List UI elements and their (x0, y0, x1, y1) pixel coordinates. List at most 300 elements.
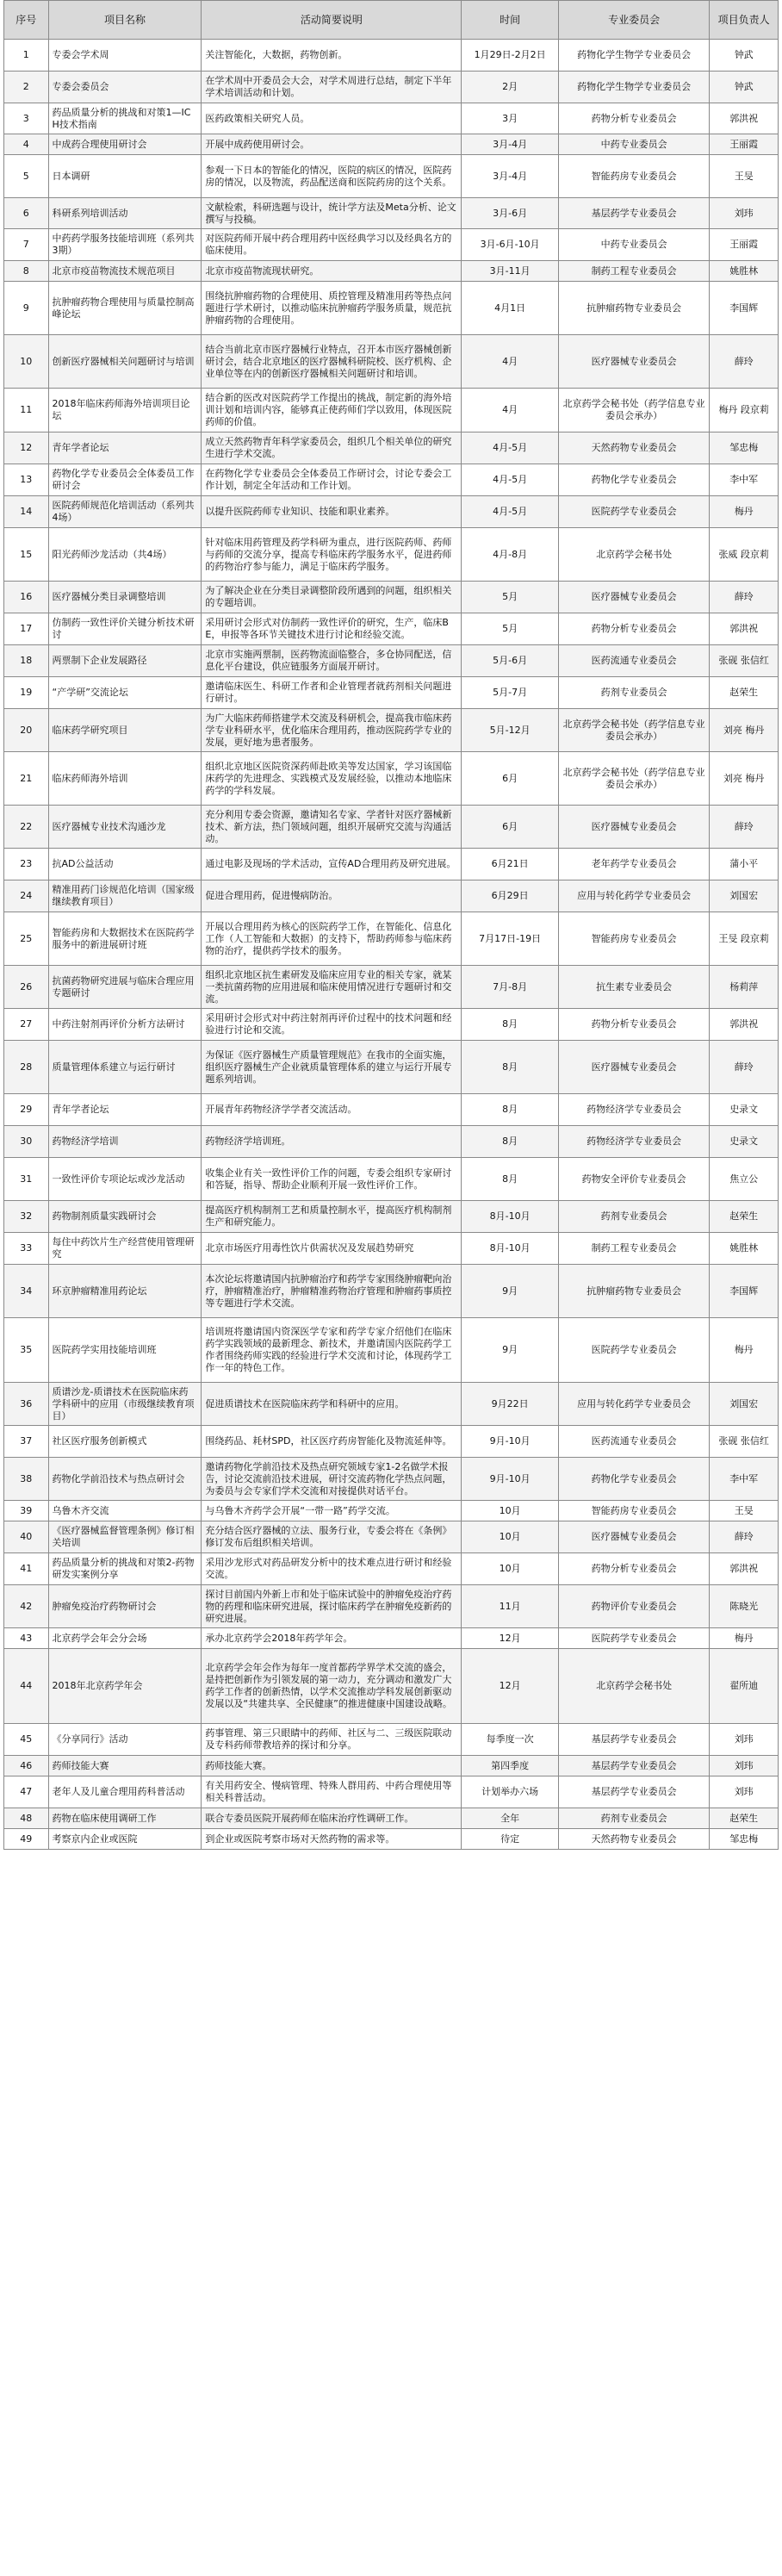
table-row (4, 1458, 779, 1501)
table-row (4, 1628, 779, 1649)
table-row (4, 582, 779, 613)
row-owner: 史录文 (710, 1126, 779, 1158)
row-project-name: 北京市疫苗物流技术规范项目 (48, 261, 202, 282)
row-project-name: 青年学者论坛 (48, 432, 202, 464)
row-owner: 张砚 张信红 (710, 645, 779, 677)
row-time: 6月21日 (462, 849, 558, 880)
row-time: 3月-6月 (462, 198, 558, 229)
header-time: 时间 (462, 1, 558, 40)
row-committee: 药物经济学专业委员会 (558, 1094, 710, 1126)
row-owner: 陈晓光 (710, 1585, 779, 1628)
row-no: 32 (4, 1201, 49, 1233)
row-owner: 王旻 (710, 155, 779, 198)
table-row (4, 1649, 779, 1724)
row-project-name: 药品质量分析的挑战和对策1—ICH技术指南 (48, 103, 202, 134)
table-row (4, 496, 779, 528)
row-project-name: 专委会学术周 (48, 40, 202, 72)
row-owner: 赵荣生 (710, 1201, 779, 1233)
row-project-name: 青年学者论坛 (48, 1094, 202, 1126)
row-owner: 郭洪祝 (710, 613, 779, 645)
row-time: 10月 (462, 1501, 558, 1521)
row-no: 41 (4, 1553, 49, 1585)
row-owner: 刘玮 (710, 1724, 779, 1756)
table-row (4, 389, 779, 432)
row-description: 成立天然药物青年科学家委员会，组织几个相关单位的研究生进行学术交流。 (202, 432, 462, 464)
row-time: 8月-10月 (462, 1201, 558, 1233)
row-time: 1月29日-2月2日 (462, 40, 558, 72)
row-no: 24 (4, 880, 49, 912)
row-owner: 王旻 段京莉 (710, 912, 779, 966)
row-time: 8月 (462, 1126, 558, 1158)
table-row (4, 1041, 779, 1094)
table-row (4, 1201, 779, 1233)
row-no: 31 (4, 1158, 49, 1201)
row-committee: 药物化学专业委员会 (558, 464, 710, 496)
row-owner: 刘玮 (710, 1756, 779, 1776)
row-owner: 姚胜林 (710, 1233, 779, 1265)
row-time: 5月-6月 (462, 645, 558, 677)
row-time: 待定 (462, 1829, 558, 1850)
row-time: 5月 (462, 613, 558, 645)
row-no: 21 (4, 752, 49, 806)
row-project-name: 中药药学服务技能培训班（系列共3期） (48, 229, 202, 261)
row-description: 医药政策相关研究人员。 (202, 103, 462, 134)
table-row (4, 677, 779, 709)
row-committee: 中药专业委员会 (558, 229, 710, 261)
row-description: 北京市实施两票制，医药物流面临整合，多仓协同配送，信息化平台建设，供应链服务方面展开研讨。 (202, 645, 462, 677)
row-committee: 医疗器械专业委员会 (558, 1521, 710, 1553)
row-owner: 刘国宏 (710, 1383, 779, 1426)
activity-plan-table-wrapper (3, 0, 779, 1850)
row-project-name: 环京肿瘤精准用药论坛 (48, 1265, 202, 1318)
table-row (4, 1158, 779, 1201)
row-owner: 薛玲 (710, 1521, 779, 1553)
row-no: 16 (4, 582, 49, 613)
row-time: 3月 (462, 103, 558, 134)
row-no: 2 (4, 72, 49, 103)
row-no: 1 (4, 40, 49, 72)
row-description: 促进质谱技术在医院临床药学和科研中的应用。 (202, 1383, 462, 1426)
row-owner: 郭洪祝 (710, 103, 779, 134)
row-no: 11 (4, 389, 49, 432)
row-no: 27 (4, 1009, 49, 1041)
row-time: 4月-5月 (462, 432, 558, 464)
row-no: 28 (4, 1041, 49, 1094)
table-row (4, 1776, 779, 1808)
row-project-name: 两票制下企业发展路径 (48, 645, 202, 677)
row-description: 为广大临床药师搭建学术交流及科研机会，提高我市临床药学专业科研水平，优化临床合理用药，推动医院药学专业的发展，更好地为患者服务。 (202, 709, 462, 752)
row-no: 37 (4, 1426, 49, 1458)
row-no: 8 (4, 261, 49, 282)
row-no: 15 (4, 528, 49, 582)
row-owner: 王丽霞 (710, 134, 779, 155)
row-project-name: 药物制剂质量实践研讨会 (48, 1201, 202, 1233)
row-committee: 抗肿瘤药物专业委员会 (558, 282, 710, 335)
row-description: 承办北京药学会2018年药学年会。 (202, 1628, 462, 1649)
row-project-name: 《分享同行》活动 (48, 1724, 202, 1756)
row-no: 23 (4, 849, 49, 880)
row-time: 3月-6月-10月 (462, 229, 558, 261)
row-committee: 北京药学会秘书处（药学信息专业委员会承办） (558, 752, 710, 806)
row-time: 4月1日 (462, 282, 558, 335)
row-description: 北京市场医疗用毒性饮片供需状况及发展趋势研究 (202, 1233, 462, 1265)
row-time: 7月17日-19日 (462, 912, 558, 966)
table-row (4, 849, 779, 880)
row-committee: 药物安全评价专业委员会 (558, 1158, 710, 1201)
row-time: 5月 (462, 582, 558, 613)
row-committee: 药物化学生物学专业委员会 (558, 72, 710, 103)
row-description: 采用研讨会形式对中药注射剂再评价过程中的技术问题和经验进行讨论和交流。 (202, 1009, 462, 1041)
row-description: 邀请药物化学前沿技术及热点研究领域专家1-2名做学术报告，讨论交流前沿技术进展，研讨交流药物化学热点问题，为委员与会专家们学术交流和对接提供对话平台。 (202, 1458, 462, 1501)
row-time: 每季度一次 (462, 1724, 558, 1756)
row-description: 联合专委员医院开展药师在临床治疗性调研工作。 (202, 1808, 462, 1829)
row-description: 促进合理用药，促进慢病防治。 (202, 880, 462, 912)
table-row (4, 1585, 779, 1628)
table-row (4, 1426, 779, 1458)
row-owner: 刘亮 梅丹 (710, 752, 779, 806)
row-project-name: 精准用药门诊规范化培训（国家级继续教育项目） (48, 880, 202, 912)
row-committee: 药物化学生物学专业委员会 (558, 40, 710, 72)
table-row (4, 709, 779, 752)
row-owner: 薛玲 (710, 806, 779, 849)
row-owner: 刘国宏 (710, 880, 779, 912)
table-row (4, 1501, 779, 1521)
activity-plan-table (3, 0, 779, 1850)
row-owner: 梅丹 (710, 1628, 779, 1649)
row-no: 46 (4, 1756, 49, 1776)
row-no: 9 (4, 282, 49, 335)
table-header (4, 1, 779, 40)
row-time: 2月 (462, 72, 558, 103)
row-owner: 刘亮 梅丹 (710, 709, 779, 752)
row-description: 北京市疫苗物流现状研究。 (202, 261, 462, 282)
row-committee: 基层药学专业委员会 (558, 1776, 710, 1808)
row-owner: 李国辉 (710, 1265, 779, 1318)
row-no: 14 (4, 496, 49, 528)
row-project-name: 老年人及儿童合理用药科普活动 (48, 1776, 202, 1808)
table-row (4, 282, 779, 335)
row-time: 8月 (462, 1009, 558, 1041)
row-owner: 焦立公 (710, 1158, 779, 1201)
row-committee: 医院药学专业委员会 (558, 496, 710, 528)
row-description: 文献检索，科研选题与设计，统计学方法及Meta分析、论文撰写与投稿。 (202, 198, 462, 229)
row-committee: 药剂专业委员会 (558, 1201, 710, 1233)
row-no: 47 (4, 1776, 49, 1808)
row-no: 42 (4, 1585, 49, 1628)
row-owner: 薛玲 (710, 335, 779, 389)
table-row (4, 198, 779, 229)
row-committee: 智能药房专业委员会 (558, 1501, 710, 1521)
row-time: 12月 (462, 1649, 558, 1724)
row-committee: 药物分析专业委员会 (558, 1009, 710, 1041)
row-project-name: “产学研”交流论坛 (48, 677, 202, 709)
row-time: 3月-4月 (462, 134, 558, 155)
row-owner: 赵荣生 (710, 677, 779, 709)
header-no: 序号 (4, 1, 49, 40)
row-project-name: 社区医疗服务创新模式 (48, 1426, 202, 1458)
row-committee: 智能药房专业委员会 (558, 912, 710, 966)
row-no: 5 (4, 155, 49, 198)
row-committee: 中药专业委员会 (558, 134, 710, 155)
row-project-name: 阳光药师沙龙活动（共4场） (48, 528, 202, 582)
header-desc: 活动简要说明 (202, 1, 462, 40)
row-no: 13 (4, 464, 49, 496)
row-project-name: 临床药师海外培训 (48, 752, 202, 806)
row-owner: 郭洪祝 (710, 1009, 779, 1041)
row-project-name: 智能药房和大数据技术在医院药学服务中的新进展研讨班 (48, 912, 202, 966)
row-committee: 北京药学会秘书处（药学信息专业委员会承办） (558, 709, 710, 752)
row-committee: 医疗器械专业委员会 (558, 1041, 710, 1094)
table-row (4, 1383, 779, 1426)
row-project-name: 乌鲁木齐交流 (48, 1501, 202, 1521)
row-no: 7 (4, 229, 49, 261)
row-description: 提高医疗机构制剂工艺和质量控制水平，提高医疗机构制剂生产和研究能力。 (202, 1201, 462, 1233)
table-row (4, 155, 779, 198)
table-row (4, 261, 779, 282)
row-no: 6 (4, 198, 49, 229)
row-time: 12月 (462, 1628, 558, 1649)
row-project-name: 医院药师规范化培训活动（系列共4场） (48, 496, 202, 528)
row-project-name: 每住中药饮片生产经营使用管理研究 (48, 1233, 202, 1265)
row-project-name: 一致性评价专项论坛或沙龙活动 (48, 1158, 202, 1201)
row-no: 12 (4, 432, 49, 464)
row-time: 6月29日 (462, 880, 558, 912)
row-project-name: 中成药合理使用研讨会 (48, 134, 202, 155)
row-description: 为保证《医疗器械生产质量管理规范》在我市的全面实施，组织医疗器械生产企业就质量管理体系的建立与运行开展专题系列培训。 (202, 1041, 462, 1094)
row-no: 44 (4, 1649, 49, 1724)
table-row (4, 432, 779, 464)
table-row (4, 1009, 779, 1041)
row-project-name: 抗肿瘤药物合理使用与质量控制高峰论坛 (48, 282, 202, 335)
row-no: 25 (4, 912, 49, 966)
row-owner: 李中军 (710, 464, 779, 496)
row-committee: 老年药学专业委员会 (558, 849, 710, 880)
row-project-name: 考察京内企业或医院 (48, 1829, 202, 1850)
row-time: 全年 (462, 1808, 558, 1829)
table-row (4, 1829, 779, 1850)
row-time: 计划举办六场 (462, 1776, 558, 1808)
row-description: 对医院药师开展中药合理用药中医经典学习以及经典名方的临床使用。 (202, 229, 462, 261)
row-description: 参观一下日本的智能化的情况，医院的病区的情况，医院药房的情况，以及物流，药品配送商和医院药房的这个关系。 (202, 155, 462, 198)
table-row (4, 1756, 779, 1776)
row-time: 3月-4月 (462, 155, 558, 198)
row-committee: 天然药物专业委员会 (558, 1829, 710, 1850)
row-committee: 医药流通专业委员会 (558, 645, 710, 677)
row-owner: 杨莉萍 (710, 966, 779, 1009)
row-no: 22 (4, 806, 49, 849)
row-no: 33 (4, 1233, 49, 1265)
row-no: 19 (4, 677, 49, 709)
row-time: 9月-10月 (462, 1426, 558, 1458)
row-time: 8月 (462, 1158, 558, 1201)
table-row (4, 880, 779, 912)
table-row (4, 1126, 779, 1158)
row-committee: 抗生素专业委员会 (558, 966, 710, 1009)
row-time: 9月 (462, 1318, 558, 1383)
table-row (4, 966, 779, 1009)
row-project-name: 临床药学研究项目 (48, 709, 202, 752)
row-project-name: 医疗器械分类目录调整培训 (48, 582, 202, 613)
row-time: 8月 (462, 1094, 558, 1126)
row-owner: 张砚 张信红 (710, 1426, 779, 1458)
row-owner: 薛玲 (710, 582, 779, 613)
row-project-name: 专委会委员会 (48, 72, 202, 103)
table-row (4, 912, 779, 966)
row-committee: 药物分析专业委员会 (558, 103, 710, 134)
row-project-name: 药物在临床使用调研工作 (48, 1808, 202, 1829)
table-row (4, 1265, 779, 1318)
row-description: 开展以合理用药为核心的医院药学工作，在智能化、信息化工作（人工智能和大数据）的支持下，帮助药师参与临床药物的治疗，提供药学技术的服务。 (202, 912, 462, 966)
header-name: 项目名称 (48, 1, 202, 40)
row-description: 组织北京地区医院资深药师赴欧美等发达国家，学习该国临床药学的先进理念、实践模式及发展经验，以推动本地临床药学的学科发展。 (202, 752, 462, 806)
table-row (4, 72, 779, 103)
row-time: 10月 (462, 1553, 558, 1585)
row-no: 34 (4, 1265, 49, 1318)
row-description: 与乌鲁木齐药学会开展“一带一路”药学交流。 (202, 1501, 462, 1521)
row-owner: 邹忠梅 (710, 1829, 779, 1850)
row-owner: 姚胜林 (710, 261, 779, 282)
row-time: 6月 (462, 752, 558, 806)
table-row (4, 1318, 779, 1383)
row-description: 在学术周中开委员会大会，对学术周进行总结，制定下半年学术培训活动和计划。 (202, 72, 462, 103)
row-project-name: 仿制药一致性评价关键分析技术研讨 (48, 613, 202, 645)
row-project-name: 北京药学会年会分会场 (48, 1628, 202, 1649)
row-committee: 智能药房专业委员会 (558, 155, 710, 198)
row-description: 北京药学会年会作为每年一度首都药学界学术交流的盛会，是持把创新作为引领发展的第一动力，充分调动和激发广大药学工作者的创新热情，以学术交流推动学科发展创新驱动发展以及“共建共享、全民健康”的推进健康中国建设战略。 (202, 1649, 462, 1724)
row-committee: 医疗器械专业委员会 (558, 335, 710, 389)
table-row (4, 1724, 779, 1756)
row-project-name: 药物经济学培训 (48, 1126, 202, 1158)
row-committee: 药剂专业委员会 (558, 677, 710, 709)
row-no: 43 (4, 1628, 49, 1649)
row-time: 4月-5月 (462, 496, 558, 528)
row-no: 39 (4, 1501, 49, 1521)
row-project-name: 肿瘤免疫治疗药物研讨会 (48, 1585, 202, 1628)
row-project-name: 2018年北京药学年会 (48, 1649, 202, 1724)
row-committee: 医院药学专业委员会 (558, 1318, 710, 1383)
row-project-name: 2018年临床药师海外培训项目论坛 (48, 389, 202, 432)
row-time: 8月 (462, 1041, 558, 1094)
row-committee: 制药工程专业委员会 (558, 1233, 710, 1265)
row-no: 38 (4, 1458, 49, 1501)
row-no: 29 (4, 1094, 49, 1126)
row-committee: 基层药学专业委员会 (558, 1724, 710, 1756)
row-owner: 张威 段京莉 (710, 528, 779, 582)
row-project-name: 日本调研 (48, 155, 202, 198)
table-row (4, 464, 779, 496)
row-committee: 医药流通专业委员会 (558, 1426, 710, 1458)
row-owner: 刘玮 (710, 198, 779, 229)
row-description: 组织北京地区抗生素研发及临床应用专业的相关专家，就某一类抗菌药物的应用进展和临床使用情况进行专题研讨和交流。 (202, 966, 462, 1009)
row-description: 结合当前北京市医疗器械行业特点，召开本市医疗器械创新研讨会，结合北京地区的医疗器械科研院校、医疗机构、企业单位等在内的创新医疗器械相关问题研讨和培训。 (202, 335, 462, 389)
row-time: 5月-12月 (462, 709, 558, 752)
row-project-name: 药师技能大赛 (48, 1756, 202, 1776)
row-description: 开展中成药使用研讨会。 (202, 134, 462, 155)
row-owner: 邹忠梅 (710, 432, 779, 464)
row-time: 3月-11月 (462, 261, 558, 282)
row-time: 第四季度 (462, 1756, 558, 1776)
row-committee: 北京药学会秘书处 (558, 528, 710, 582)
row-no: 18 (4, 645, 49, 677)
table-row (4, 1808, 779, 1829)
row-time: 9月 (462, 1265, 558, 1318)
row-description: 开展青年药物经济学学者交流活动。 (202, 1094, 462, 1126)
row-committee: 基层药学专业委员会 (558, 1756, 710, 1776)
table-row (4, 1094, 779, 1126)
row-committee: 医疗器械专业委员会 (558, 806, 710, 849)
row-no: 30 (4, 1126, 49, 1158)
row-description: 围绕抗肿瘤药物的合理使用、质控管理及精准用药等热点问题进行学术研讨，以推动临床抗肿瘤药学服务质量，规范抗肿瘤药物的合理使用。 (202, 282, 462, 335)
row-owner: 钟武 (710, 72, 779, 103)
row-committee: 药物评价专业委员会 (558, 1585, 710, 1628)
row-owner: 梅丹 (710, 496, 779, 528)
row-no: 3 (4, 103, 49, 134)
table-row (4, 229, 779, 261)
row-project-name: 质谱沙龙-质谱技术在医院临床药学科研中的应用（市级继续教育项目） (48, 1383, 202, 1426)
header-owner: 项目负责人 (710, 1, 779, 40)
row-project-name: 药物化学前沿技术与热点研讨会 (48, 1458, 202, 1501)
row-committee: 北京药学会秘书处（药学信息专业委员会承办） (558, 389, 710, 432)
row-time: 9月22日 (462, 1383, 558, 1426)
table-row (4, 645, 779, 677)
row-owner: 刘玮 (710, 1776, 779, 1808)
row-description: 结合新的医改对医院药学工作提出的挑战，制定新的海外培训计划和培训内容，能够真正使药师们学以致用，体现医院药师的价值。 (202, 389, 462, 432)
row-project-name: 《医疗器械监督管理条例》修订相关培训 (48, 1521, 202, 1553)
table-row (4, 1233, 779, 1265)
table-body (4, 40, 779, 1850)
table-row (4, 335, 779, 389)
row-description: 关注智能化，大数据，药物创新。 (202, 40, 462, 72)
row-time: 6月 (462, 806, 558, 849)
row-no: 17 (4, 613, 49, 645)
row-time: 10月 (462, 1521, 558, 1553)
row-description: 充分利用专委会资源，邀请知名专家、学者针对医疗器械新技术、新方法，热门领域问题，组织开展研究交流与沟通活动。 (202, 806, 462, 849)
row-owner: 李国辉 (710, 282, 779, 335)
row-description: 为了解决企业在分类目录调整阶段所遇到的问题，组织相关的专题培训。 (202, 582, 462, 613)
row-project-name: 创新医疗器械相关问题研讨与培训 (48, 335, 202, 389)
table-row (4, 1553, 779, 1585)
row-owner: 赵荣生 (710, 1808, 779, 1829)
row-time: 11月 (462, 1585, 558, 1628)
table-row (4, 752, 779, 806)
row-owner: 王旻 (710, 1501, 779, 1521)
row-owner: 史录文 (710, 1094, 779, 1126)
row-committee: 制药工程专业委员会 (558, 261, 710, 282)
row-description: 以提升医院药师专业知识、技能和职业素养。 (202, 496, 462, 528)
header-committee: 专业委员会 (558, 1, 710, 40)
row-project-name: 抗菌药物研究进展与临床合理应用专题研讨 (48, 966, 202, 1009)
row-description: 收集企业有关一致性评价工作的问题，专委会组织专家研讨和答疑，指导、帮助企业顺利开展一致性评价工作。 (202, 1158, 462, 1201)
row-committee: 医院药学专业委员会 (558, 1628, 710, 1649)
row-project-name: 抗AD公益活动 (48, 849, 202, 880)
row-committee: 基层药学专业委员会 (558, 198, 710, 229)
row-description: 充分结合医疗器械的立法、服务行业，专委会将在《条例》修订发布后组织相关培训。 (202, 1521, 462, 1553)
row-committee: 应用与转化药学专业委员会 (558, 880, 710, 912)
row-description: 到企业或医院考察市场对天然药物的需求等。 (202, 1829, 462, 1850)
row-no: 36 (4, 1383, 49, 1426)
row-no: 35 (4, 1318, 49, 1383)
row-owner: 翟所迪 (710, 1649, 779, 1724)
row-committee: 药物分析专业委员会 (558, 613, 710, 645)
header-row (4, 1, 779, 40)
row-time: 4月-8月 (462, 528, 558, 582)
row-project-name: 医疗器械专业技术沟通沙龙 (48, 806, 202, 849)
table-row (4, 613, 779, 645)
row-owner: 李中军 (710, 1458, 779, 1501)
table-row (4, 806, 779, 849)
row-project-name: 医院药学实用技能培训班 (48, 1318, 202, 1383)
row-no: 4 (4, 134, 49, 155)
